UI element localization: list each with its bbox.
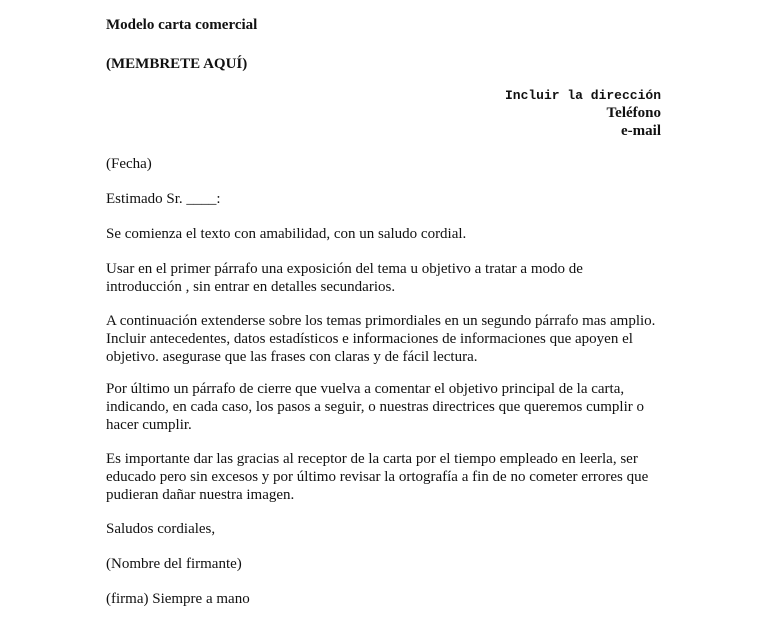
document-title: Modelo carta comercial [106, 17, 258, 33]
paragraph-line: Es importante dar las gracias al receptor de la carta por el tiempo empleado en leerla, ser [106, 451, 638, 467]
paragraph-line: Se comienza el texto con amabilidad, con un saludo cordial. [106, 226, 467, 242]
sender-email: e-mail [621, 123, 661, 139]
paragraph-4 [106, 380, 666, 434]
letterhead-placeholder: (MEMBRETE AQUÍ) [106, 56, 248, 72]
paragraph-line: Por último un párrafo de cierre que vuelva a comentar el objetivo principal de la carta, [106, 381, 625, 397]
paragraph-line: introducción , sin entrar en detalles secundarios. [106, 279, 396, 295]
paragraph-line: hacer cumplir. [106, 417, 192, 433]
signature-line: (firma) Siempre a mano [106, 591, 250, 607]
paragraph-line: indicando, en cada caso, los pasos a seguir, o nuestras directrices que queremos cumplir o [106, 399, 644, 415]
sender-address: Incluir la dirección [504, 88, 661, 103]
paragraph-1 [106, 225, 666, 243]
paragraph-line: Usar en el primer párrafo una exposición del tema u objetivo a tratar a modo de [106, 261, 583, 277]
paragraph-line: objetivo. asegurase que las frases con claras y de fácil lectura. [106, 349, 478, 365]
letter-closing: Saludos cordiales, [106, 521, 216, 537]
letter-salutation: Estimado Sr. ____: [106, 191, 221, 207]
paragraph-line: Incluir antecedentes, datos estadísticos e informaciones de informaciones que apoyen el [106, 331, 633, 347]
paragraph-3 [106, 312, 666, 366]
paragraph-line: A continuación extenderse sobre los temas primordiales en un segundo párrafo mas amplio. [106, 313, 656, 329]
signer-name: (Nombre del firmante) [106, 556, 242, 572]
sender-phone: Teléfono [606, 105, 661, 121]
paragraph-5 [106, 450, 666, 504]
letter-date: (Fecha) [106, 156, 152, 172]
paragraph-2 [106, 260, 666, 296]
paragraph-line: pudieran dañar nuestra imagen. [106, 487, 295, 503]
paragraph-line: educado pero sin excesos y por último revisar la ortografía a fin de no cometer errores que [106, 469, 649, 485]
